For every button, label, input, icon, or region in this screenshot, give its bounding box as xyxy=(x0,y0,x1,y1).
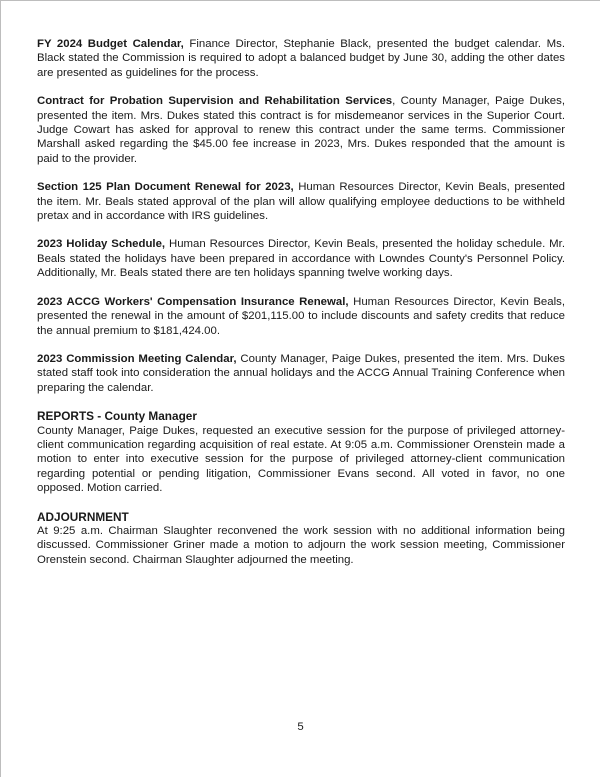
paragraph-text: County Manager, Paige Dukes, presented the item. Mrs. Dukes stated staff took into consideration the annual holidays and the ACCG Annual Training Conference when preparing the calendar. xyxy=(37,352,565,394)
paragraph-text: Human Resources Director, Kevin Beals, presented the renewal in the amount of $201,115.00 to include discounts and safety credits that reduce the annual premium to $181,424.00. xyxy=(37,295,565,337)
section-heading-reports: REPORTS - County Manager xyxy=(37,409,197,424)
paragraph-text: Finance Director, Stephanie Black, presented the budget calendar. Ms. Black stated the Commission is required to adopt a balanced budget by June 30, adding the other dates are presented as guidelines for the process. xyxy=(37,38,565,79)
paragraph-commission-calendar xyxy=(37,352,565,395)
paragraph-lead: Contract for Probation Supervision and Rehabilitation Services xyxy=(37,95,393,108)
paragraph-lead: FY 2024 Budget Calendar, xyxy=(37,38,184,50)
paragraph-reports-county-manager: County Manager, Paige Dukes, requested an executive session for the purpose of privileged attorney-client communication regarding acquisition of real estate. At 9:05 a.m. Commissioner Orenstein made a motion to enter into executive session for the purpose of privileged attorney-client communication regarding potential or pending litigation, Commissioner Evans second. All voted in favor, no one opposed. Motion carried. xyxy=(37,424,565,495)
paragraph-budget-calendar xyxy=(37,37,565,80)
paragraph-text: Human Resources Director, Kevin Beals, presented the holiday schedule. Mr. Beals stated the holidays have been prepared in accordance with Lowndes County's Personnel Policy. Additionally, Mr. Beals stated there are ten holidays spanning twelve working days. xyxy=(37,238,565,280)
paragraph-section-125-plan xyxy=(37,180,565,223)
paragraph-workers-comp-renewal xyxy=(37,295,565,338)
paragraph-lead: 2023 Commission Meeting Calendar, xyxy=(37,352,237,365)
paragraph-text: Human Resources Director, Kevin Beals, presented the item. Mr. Beals stated approval of the plan will allow qualifying employee deductions to be withheld pretax and in accordance with IRS guidelines. xyxy=(37,181,565,223)
paragraph-lead: Section 125 Plan Document Renewal for 2023, xyxy=(37,181,294,194)
section-heading-adjournment: ADJOURNMENT xyxy=(37,509,129,524)
paragraph-lead: 2023 ACCG Workers' Compensation Insurance Renewal, xyxy=(37,295,349,308)
paragraph-probation-contract xyxy=(37,94,565,166)
paragraph-adjournment: At 9:25 a.m. Chairman Slaughter reconvened the work session with no additional information being discussed. Commissioner Griner made a motion to adjourn the work session meeting, Commissioner Orenstein second. Chairman Slaughter adjourned the meeting. xyxy=(37,524,565,566)
paragraph-text: , County Manager, Paige Dukes, presented the item. Mrs. Dukes stated this contract is for misdemeanor services in the Superior Court. Judge Cowart has asked for approval to renew this contract under the same terms. Commissioner Marshall asked regarding the $45.00 fee increase in 2023, Mrs. Dukes responded that the amount is paid to the provider. xyxy=(37,95,566,165)
paragraph-lead: 2023 Holiday Schedule, xyxy=(37,238,166,251)
paragraph-holiday-schedule xyxy=(37,237,565,280)
document-content xyxy=(37,37,565,581)
page-number: 5 xyxy=(297,721,304,733)
